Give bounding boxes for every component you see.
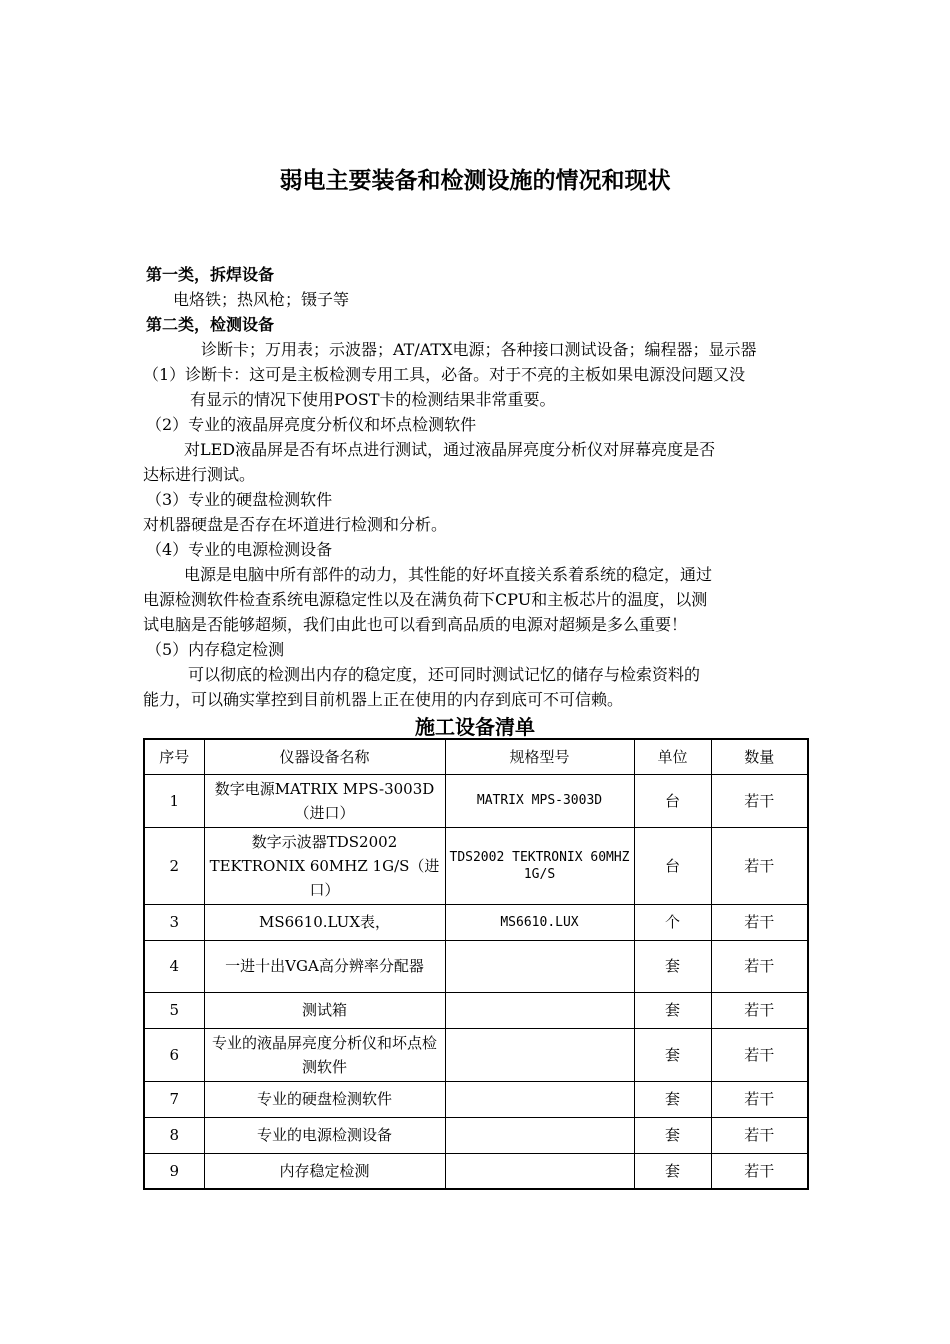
cell-unit: 个 [634, 904, 711, 940]
cell-name: MS6610.LUX表， [204, 904, 445, 940]
cell-spec [445, 1117, 634, 1153]
cell-name: 专业的电源检测设备 [204, 1117, 445, 1153]
header-spec: 规格型号 [445, 739, 634, 774]
item-1-line-2: 有显示的情况下使用POST卡的检测结果非常重要。 [190, 390, 556, 409]
cell-no: 1 [144, 774, 204, 827]
table-title: 施工设备清单 [415, 715, 535, 739]
cell-no: 3 [144, 904, 204, 940]
cell-qty: 若干 [711, 904, 808, 940]
cell-unit: 台 [634, 774, 711, 827]
item-3-heading: （3）专业的硬盘检测软件 [146, 490, 333, 509]
cell-spec [445, 1153, 634, 1189]
cell-unit: 套 [634, 1028, 711, 1081]
category-1-heading: 第一类，拆焊设备 [146, 265, 275, 284]
cell-name: 测试箱 [204, 992, 445, 1028]
cell-qty: 若干 [711, 827, 808, 904]
item-5-heading: （5）内存稳定检测 [146, 640, 285, 659]
cell-qty: 若干 [711, 940, 808, 992]
item-2-line-1: 对LED液晶屏是否有坏点进行测试，通过液晶屏亮度分析仪对屏幕亮度是否 [184, 440, 716, 459]
cell-spec [445, 1081, 634, 1117]
cell-spec [445, 992, 634, 1028]
item-5-line-2: 能力，可以确实掌控到目前机器上正在使用的内存到底可不可信赖。 [143, 690, 624, 709]
cell-name: 数字示波器TDS2002 TEKTRONIX 60MHZ 1G/S（进口） [204, 827, 445, 904]
cell-qty: 若干 [711, 1081, 808, 1117]
table-header-row [144, 739, 808, 774]
category-2-heading: 第二类，检测设备 [146, 315, 275, 334]
item-4-line-3: 试电脑是否能够超频，我们由此也可以看到高品质的电源对超频是多么重要！ [143, 615, 688, 634]
cell-spec: MATRIX MPS-3003D [445, 774, 634, 827]
cell-name: 一进十出VGA高分辨率分配器 [204, 940, 445, 992]
table-row [144, 940, 808, 992]
cell-qty: 若干 [711, 1028, 808, 1081]
table-row [144, 1081, 808, 1117]
cell-no: 7 [144, 1081, 204, 1117]
table-row [144, 1153, 808, 1189]
cell-spec: TDS2002 TEKTRONIX 60MHZ 1G/S [445, 827, 634, 904]
header-name: 仪器设备名称 [204, 739, 445, 774]
cell-qty: 若干 [711, 1117, 808, 1153]
cell-spec: MS6610.LUX [445, 904, 634, 940]
table-row [144, 1117, 808, 1153]
table-row [144, 992, 808, 1028]
item-3-line-1: 对机器硬盘是否存在坏道进行检测和分析。 [143, 515, 448, 534]
category-2-items: 诊断卡；万用表；示波器；AT/ATX电源；各种接口测试设备；编程器；显示器 [201, 340, 757, 359]
cell-no: 9 [144, 1153, 204, 1189]
cell-no: 8 [144, 1117, 204, 1153]
cell-unit: 套 [634, 1081, 711, 1117]
item-2-heading: （2）专业的液晶屏亮度分析仪和坏点检测软件 [146, 415, 477, 434]
cell-no: 6 [144, 1028, 204, 1081]
cell-qty: 若干 [711, 992, 808, 1028]
cell-qty: 若干 [711, 774, 808, 827]
cell-no: 4 [144, 940, 204, 992]
item-2-line-2: 达标进行测试。 [143, 465, 256, 484]
table-row [144, 774, 808, 827]
item-4-heading: （4）专业的电源检测设备 [146, 540, 333, 559]
cell-spec [445, 940, 634, 992]
header-no: 序号 [144, 739, 204, 774]
header-qty: 数量 [711, 739, 808, 774]
cell-no: 5 [144, 992, 204, 1028]
cell-name: 数字电源MATRIX MPS-3003D（进口） [204, 774, 445, 827]
item-5-line-1: 可以彻底的检测出内存的稳定度，还可同时测试记忆的储存与检索资料的 [188, 665, 701, 684]
item-4-line-1: 电源是电脑中所有部件的动力，其性能的好坏直接关系着系统的稳定，通过 [184, 565, 713, 584]
cell-qty: 若干 [711, 1153, 808, 1189]
page-title: 弱电主要装备和检测设施的情况和现状 [279, 167, 671, 194]
header-unit: 单位 [634, 739, 711, 774]
cell-name: 专业的硬盘检测软件 [204, 1081, 445, 1117]
table-row [144, 1028, 808, 1081]
cell-unit: 台 [634, 827, 711, 904]
table-row [144, 827, 808, 904]
item-4-line-2: 电源检测软件检查系统电源稳定性以及在满负荷下CPU和主板芯片的温度，以测 [143, 590, 708, 609]
category-1-items: 电烙铁；热风枪；镊子等 [173, 290, 350, 309]
item-1-line-1: （1）诊断卡：这可是主板检测专用工具，必备。对于不亮的主板如果电源没问题又没 [143, 365, 746, 384]
cell-name: 内存稳定检测 [204, 1153, 445, 1189]
cell-spec [445, 1028, 634, 1081]
table-row [144, 904, 808, 940]
cell-unit: 套 [634, 940, 711, 992]
cell-unit: 套 [634, 1117, 711, 1153]
cell-unit: 套 [634, 992, 711, 1028]
cell-unit: 套 [634, 1153, 711, 1189]
cell-no: 2 [144, 827, 204, 904]
equipment-table [143, 738, 809, 1190]
cell-name: 专业的液晶屏亮度分析仪和坏点检测软件 [204, 1028, 445, 1081]
